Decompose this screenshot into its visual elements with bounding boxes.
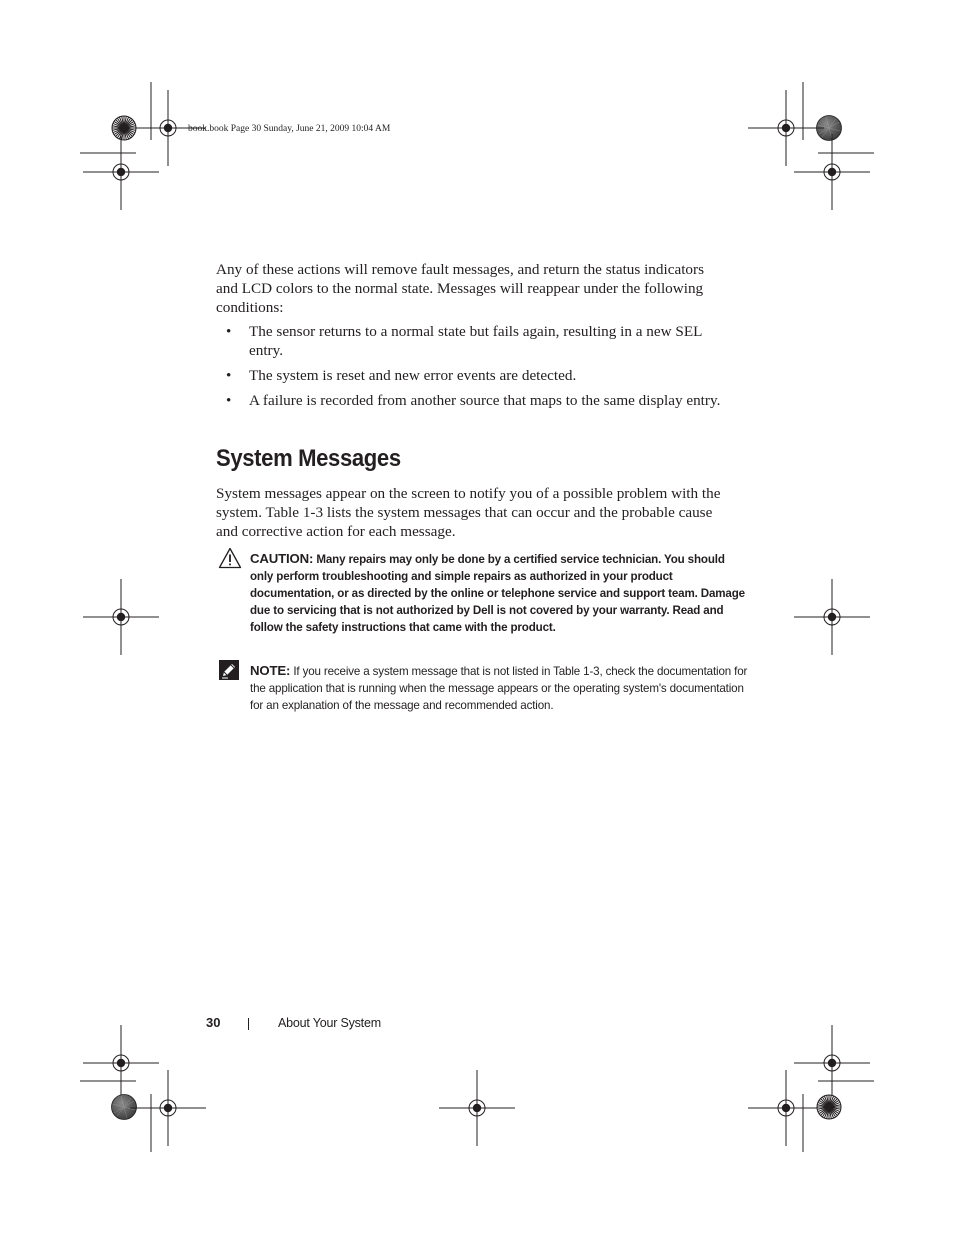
note-notice	[250, 662, 750, 714]
page-number: 30	[206, 1015, 221, 1030]
caution-label: CAUTION:	[250, 551, 314, 566]
footer-section-title: About Your System	[278, 1016, 381, 1030]
print-slug: book.book Page 30 Sunday, June 21, 2009 10:04 AM	[188, 124, 391, 134]
note-label: NOTE:	[250, 663, 291, 678]
caution-text: Many repairs may only be done by a certified service technician. You should only perform troubleshooting and simple repairs as authorized in your product documentation, or as directed by the online or telephone service and support team. Damage due to servicing that is not authorized by Dell is not covered by your warranty. Read and follow the safety instructions that came with the product.	[250, 553, 745, 634]
body-paragraph: System messages appear on the screen to notify you of a possible problem with the system. Table 1-3 lists the system messages that can occur and the probable cause and corrective action for each message.	[216, 485, 721, 540]
bullet-marker: •	[226, 367, 232, 384]
list-item-text: The sensor returns to a normal state but fails again, resulting in a new SEL entry.	[249, 323, 702, 359]
list-item-text: A failure is recorded from another source that maps to the same display entry.	[249, 392, 721, 409]
intro-paragraph: Any of these actions will remove fault messages, and return the status indicators and LCD colors to the normal state. Messages will reappear under the following conditions:	[216, 261, 704, 316]
caution-notice	[250, 550, 750, 636]
footer-divider	[248, 1018, 249, 1030]
list-item	[216, 322, 726, 360]
list-item	[216, 366, 726, 385]
list-item-text: The system is reset and new error events are detected.	[249, 367, 577, 384]
list-item	[216, 391, 726, 410]
note-pencil-icon	[219, 660, 239, 680]
bullet-marker: •	[226, 323, 232, 340]
bullet-marker: •	[226, 392, 232, 409]
note-text: If you receive a system message that is not listed in Table 1-3, check the documentation for the application that is running when the message appears or the operating system's documentation for an explanation of the message and recommended action.	[250, 665, 748, 712]
section-heading: System Messages	[216, 445, 401, 472]
warning-triangle-icon	[218, 547, 242, 569]
conditions-list	[216, 322, 726, 416]
